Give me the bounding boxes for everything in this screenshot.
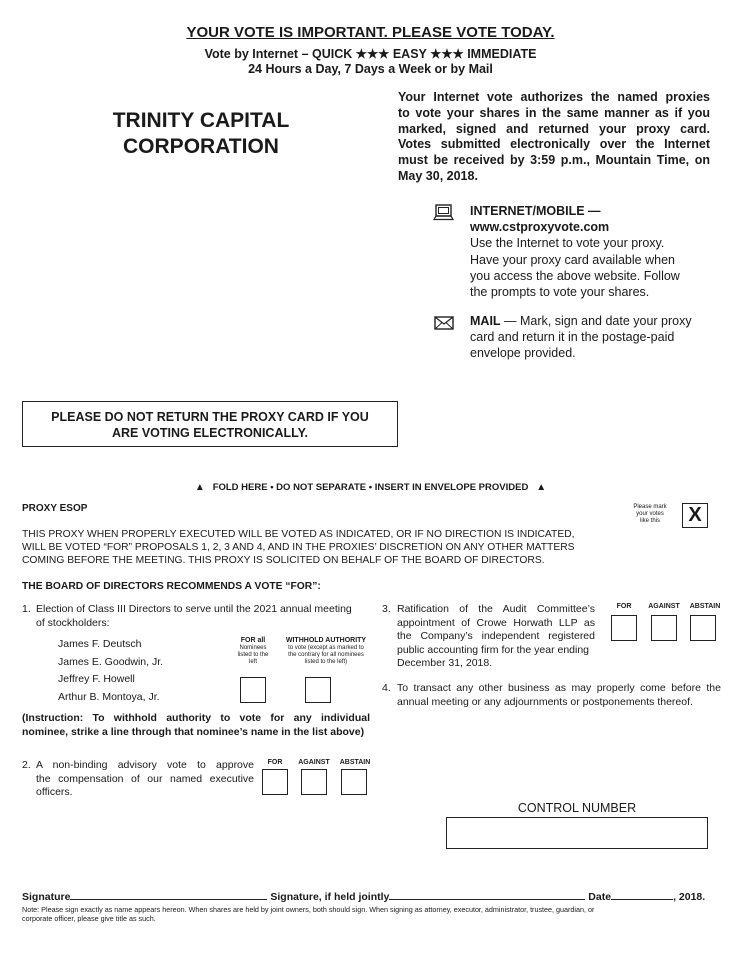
company-name: TRINITY CAPITAL CORPORATION xyxy=(112,109,290,158)
proposal-3-text: Ratification of the Audit Committee’s appointment of Crowe Horwath LLP as the Company’s independent registered public accounting firm for the year ending December 31, 2018. xyxy=(397,603,595,669)
proposal-2-for-checkbox[interactable] xyxy=(262,769,288,795)
proposal-3-abstain-checkbox[interactable] xyxy=(690,615,716,641)
withhold-instruction: (Instruction: To withhold authority to vote for any individual nominee, strike a line through that nominee’s name in the list above) xyxy=(22,712,370,738)
nominee-4: Arthur B. Montoya, Jr. xyxy=(58,690,160,703)
date-field[interactable] xyxy=(611,890,673,900)
mail-method: MAIL — Mark, sign and date your proxy card and return it in the postage-paid envelope provided. xyxy=(470,314,692,361)
proposal-4-text: To transact any other business as may properly come before the annual meeting or any adjournments or postponements thereof. xyxy=(397,682,721,708)
proposal-4-number: 4. xyxy=(382,682,391,694)
header-subtitle: Vote by Internet – QUICK ★★★ EASY ★★★ IMMEDIATE xyxy=(204,47,537,61)
proposal-2-against-label: AGAINST xyxy=(298,759,330,766)
signature-field[interactable] xyxy=(70,890,267,900)
nominee-2: James E. Goodwin, Jr. xyxy=(58,655,164,668)
internet-notice: Your Internet vote authorizes the named proxies to vote your shares in the same manner as if you marked, signed and returned your proxy card. Votes submitted electronically over the Internet must be received by 3:59 p.m., Mountain Time, on May 30, 2018. xyxy=(398,90,710,183)
signature-line: Signature Signature, if held jointly Date , 2018. xyxy=(22,891,706,903)
proposal-2-for-label: FOR xyxy=(267,759,283,766)
proposal-1-text: Election of Class III Directors to serve until the 2021 annual meeting of stockholders: xyxy=(36,603,352,629)
nominee-3: Jeffrey F. Howell xyxy=(58,673,135,685)
for-all-label: FOR all Nominees listed to the left xyxy=(237,637,269,665)
computer-icon xyxy=(433,204,455,226)
control-number-label: CONTROL NUMBER xyxy=(517,801,637,815)
mark-sample-label: Please mark your votes like this xyxy=(633,504,667,524)
warning-box: PLEASE DO NOT RETURN THE PROXY CARD IF YOU ARE VOTING ELECTRONICALLY. xyxy=(22,401,398,447)
proposal-1-for-all-checkbox[interactable] xyxy=(240,677,266,703)
proposal-2-number: 2. xyxy=(22,759,31,771)
fold-arrow-right-icon: ▲ xyxy=(536,482,547,493)
proposal-2-text: A non-binding advisory vote to approve the compensation of our named executive officers. xyxy=(36,759,254,798)
nominee-list xyxy=(58,636,163,706)
fold-arrow-left-icon: ▲ xyxy=(194,482,205,493)
control-number-field[interactable] xyxy=(446,817,708,849)
joint-signature-field[interactable] xyxy=(389,890,585,900)
envelope-icon xyxy=(434,316,454,335)
proxy-title: PROXY ESOP xyxy=(22,503,88,514)
vote-url[interactable]: www.cstproxyvote.com xyxy=(470,220,610,235)
proposal-2-abstain-label: ABSTAIN xyxy=(339,759,371,766)
nominee-1: James F. Deutsch xyxy=(58,638,142,650)
proposal-1-number: 1. xyxy=(22,603,31,615)
proposal-3-against-checkbox[interactable] xyxy=(651,615,677,641)
proxy-statement: THIS PROXY WHEN PROPERLY EXECUTED WILL BE VOTED AS INDICATED, OR IF NO DIRECTION IS INDICATED, WILL BE VOTED “FOR” PROPOSALS 1, 2, 3 AND 4, AND IN THE PROXIES’ DISCRETION ON ANY OTHER MATTERS COMING BEFORE THE MEETING. THIS PROXY IS SOLICITED ON BEHALF OF THE BOARD OF DIRECTORS. xyxy=(22,529,575,566)
proposal-2-abstain-checkbox[interactable] xyxy=(341,769,367,795)
proposal-3-against-label: AGAINST xyxy=(648,603,680,610)
proposal-3-number: 3. xyxy=(382,603,391,615)
proposal-3-abstain-label: ABSTAIN xyxy=(689,603,721,610)
internet-method: INTERNET/MOBILE — www.cstproxyvote.com Use the Internet to vote your proxy. Have your proxy card available when you access the above website. Follow the prompts to vote your shares. xyxy=(470,204,680,300)
signature-note: Note: Please sign exactly as name appears hereon. When shares are held by joint owners, both should sign. When signing as attorney, executor, administrator, trustee, guardian, or corporate officer, please give title as such. xyxy=(22,905,595,923)
withhold-label: WITHHOLD AUTHORITY to vote (except as marked to the contrary for all nominees listed to the left) xyxy=(285,637,367,665)
proposal-3-for-label: FOR xyxy=(616,603,632,610)
proposal-2-against-checkbox[interactable] xyxy=(301,769,327,795)
board-recommendation: THE BOARD OF DIRECTORS RECOMMENDS A VOTE “FOR”: xyxy=(22,581,321,592)
proposal-3-for-checkbox[interactable] xyxy=(611,615,637,641)
header-hours: 24 Hours a Day, 7 Days a Week or by Mail xyxy=(248,62,493,76)
proposal-1-withhold-checkbox[interactable] xyxy=(305,677,331,703)
fold-instructions: ▲ FOLD HERE • DO NOT SEPARATE • INSERT IN ENVELOPE PROVIDED ▲ xyxy=(194,482,547,493)
header-title: YOUR VOTE IS IMPORTANT. PLEASE VOTE TODAY. xyxy=(186,24,555,41)
mark-sample-box: X xyxy=(682,503,708,528)
